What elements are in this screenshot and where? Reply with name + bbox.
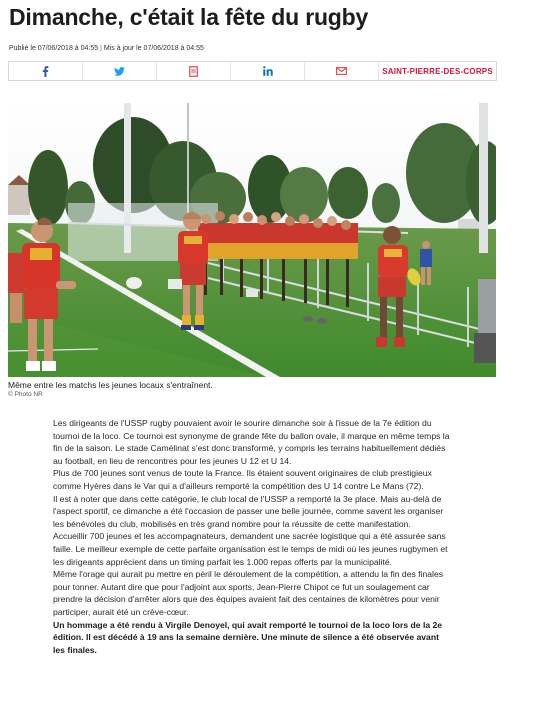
article-dates	[9, 45, 204, 52]
email-icon	[336, 67, 347, 75]
print-icon	[189, 66, 198, 77]
photo-caption: Même entre les matchs les jeunes locaux s'entraînent.	[8, 380, 213, 390]
share-bar	[8, 61, 497, 81]
share-twitter-button[interactable]	[83, 62, 157, 80]
article-paragraph: Les dirigeants de l'USSP rugby pouvaient avoir le sourire dimanche soir à l'issue de la 7e édition du tournoi de la loco. Ce tournoi est synonyme de grande fête du ballon ovale, il marque en même temps la fin de la saison. Le stade Camélinat s'est donc transformé, y compris les terrains habituellement dédiés au football, en lieu de rencontres pour les jeunes U 12 et U 14.	[53, 418, 450, 466]
article-paragraph: Accueillir 700 jeunes et les accompagnateurs, demandent une sacrée logistique qui a été assurée sans faille. Le meilleur exemple de cette parfaite organisation est le temps de midi où les jeunes rugbymen et les dirigeants apprécient dans un timing parfait les 1.000 repas offerts par la municipalité.	[53, 531, 448, 567]
twitter-icon	[114, 67, 125, 76]
updated-date: Mis à jour le 07/06/2018 à 04:55	[103, 45, 204, 52]
location-link[interactable]: SAINT-PIERRE-DES-CORPS	[382, 66, 493, 76]
article-title: Dimanche, c'était la fête du rugby	[9, 4, 369, 30]
published-date: Publié le 07/06/2018 à 04:55	[9, 45, 99, 52]
article-paragraph: Plus de 700 jeunes sont venus de toute la France. Ils étaient souvent originaires de club prestigieux comme Hyères dans le Var qui a d'ailleurs remporté la compétition des U 14 contre Le Mans (72).	[53, 468, 432, 491]
share-facebook-button[interactable]	[9, 62, 83, 80]
article-photo	[8, 103, 496, 377]
facebook-icon	[42, 66, 49, 77]
share-email-button[interactable]	[305, 62, 379, 80]
print-button[interactable]	[157, 62, 231, 80]
location-link-cell[interactable]	[379, 62, 496, 80]
article-body	[53, 417, 453, 656]
share-linkedin-button[interactable]	[231, 62, 305, 80]
article-paragraph: Même l'orage qui aurait pu mettre en péril le déroulement de la compétition, a attendu la fin des finales pour tonner. Autant dire que pour l'adjoint aux sports, Jean-Pierre Chipot ce fut un soulagement car prendre la décision d'arrêter alors que des équipes avaient fait des centaines de kilomètres pour venir participer, aurait été un crève-cœur.	[53, 569, 444, 617]
date-separator: |	[100, 45, 102, 52]
photo-credit: © Photo NR	[8, 391, 43, 398]
article-paragraph: Il est à noter que dans cette catégorie, le club local de l'USSP a remporté la 3e place. Mais au-delà de l'aspect sportif, ce dimanche a été l'occasion de passer une belle journée, comme savent les organiser les bénévoles du club, mobilisés en très grand nombre pour la réussite de cette manifestation.	[53, 493, 444, 529]
linkedin-icon	[263, 66, 273, 76]
tribute-paragraph: Un hommage a été rendu à Virgile Denoyel, qui avait remporté le tournoi de la loco lors de la 2e édition. Il est décédé à 19 ans la semaine dernière. Une minute de silence a été observée avant les finales.	[53, 619, 443, 655]
